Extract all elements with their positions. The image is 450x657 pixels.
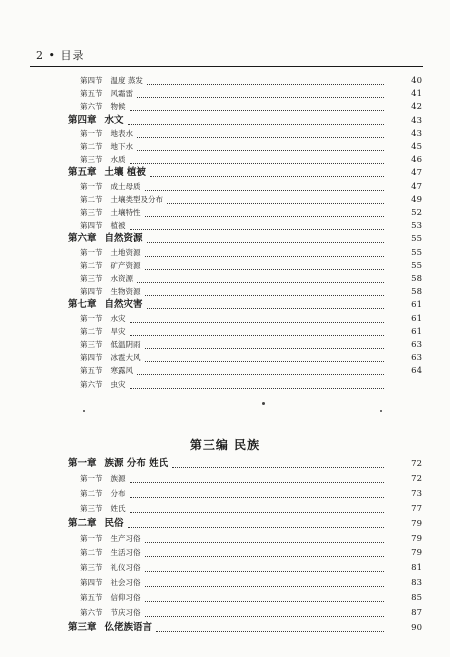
dot-leader [130, 335, 384, 336]
dot-leader [128, 527, 384, 528]
entry-page: 63 [411, 340, 422, 350]
entry-page: 55 [411, 234, 422, 245]
entry-title: 土壤类型及分布 [110, 194, 163, 204]
entry-label [80, 246, 141, 260]
entry-number: 第六节 [80, 379, 103, 389]
entry-label [80, 591, 141, 605]
toc-section-row [0, 272, 450, 286]
toc-section-row [0, 180, 450, 194]
dot-leader [130, 229, 384, 230]
entry-number: 第四节 [80, 578, 103, 588]
toc-section-row [0, 259, 450, 273]
toc-section-row [0, 351, 450, 365]
toc-section-row [0, 87, 450, 101]
entry-label [80, 576, 141, 590]
entry-title: 植被 [110, 221, 126, 231]
entry-title: 分布 [110, 488, 126, 498]
dot-leader [128, 124, 384, 125]
entry-page: 58 [411, 287, 422, 298]
entry-title: 风霜雷 [110, 89, 133, 99]
entry-title: 族源 分布 姓氏 [104, 458, 169, 469]
entry-label [80, 606, 141, 620]
toc-section-row [0, 312, 450, 326]
dot-leader [137, 374, 384, 375]
entry-label [80, 325, 126, 339]
entry-number: 第一节 [80, 247, 103, 257]
dot-leader [167, 203, 384, 204]
entry-label [80, 487, 126, 501]
toc-section-row [0, 219, 450, 233]
toc-chapter-row [0, 232, 450, 246]
entry-title: 礼仪习俗 [110, 563, 141, 573]
entry-number: 第五章 [68, 167, 97, 179]
dot-leader [145, 190, 384, 191]
toc-section-row [0, 378, 450, 392]
entry-page: 55 [411, 260, 422, 271]
entry-title: 自然资源 [104, 233, 143, 245]
entry-number: 第二节 [80, 260, 103, 270]
entry-title: 物候 [110, 102, 126, 112]
entry-number: 第五节 [80, 366, 103, 376]
dot-leader [145, 586, 384, 587]
entry-page: 77 [411, 503, 422, 514]
entry-page: 79 [411, 518, 422, 529]
dot-leader [145, 601, 384, 602]
entry-number: 第一节 [80, 181, 103, 191]
toc-section-row [0, 364, 450, 378]
entry-title: 地表水 [110, 128, 133, 138]
entry-number: 第四节 [80, 76, 103, 85]
entry-page: 64 [411, 366, 422, 377]
entry-page: 43 [411, 115, 422, 126]
header-title: 目录 [60, 49, 85, 62]
entry-page: 53 [411, 221, 422, 232]
entry-title: 水资源 [110, 274, 133, 283]
toc-section-row [0, 127, 450, 141]
dot-leader [145, 361, 384, 362]
dot-leader [147, 84, 384, 85]
toc-section-row [0, 153, 450, 167]
entry-number: 第三节 [80, 563, 103, 573]
entry-page: 45 [411, 142, 422, 152]
entry-title: 族源 [110, 473, 126, 483]
entry-label [68, 298, 143, 312]
dot-leader [130, 163, 384, 164]
dot-leader [130, 482, 384, 483]
dot-leader [147, 242, 384, 243]
dot-leader [130, 110, 384, 111]
entry-number: 第一章 [68, 458, 97, 469]
toc-section-row [0, 472, 450, 486]
dot-leader [130, 388, 384, 389]
entry-label [80, 153, 126, 167]
header-bullet: • [48, 49, 56, 62]
entry-number: 第一节 [80, 473, 103, 483]
toc-section-row [0, 285, 450, 299]
toc-section-row [0, 561, 450, 575]
entry-page: 42 [411, 102, 422, 113]
entry-title: 旱灾 [110, 326, 126, 336]
toc-section-row [0, 502, 450, 516]
entry-title: 生活习俗 [110, 548, 141, 558]
dot-leader [156, 631, 384, 632]
entry-label [80, 312, 126, 326]
entry-title: 民俗 [104, 517, 124, 529]
entry-page: 87 [411, 608, 422, 618]
entry-label [68, 114, 124, 128]
dot-leader [145, 295, 384, 296]
entry-label [68, 621, 152, 635]
dot-leader [145, 556, 384, 557]
entry-title: 生物资源 [110, 287, 141, 297]
dot-leader [130, 497, 384, 498]
entry-number: 第五节 [80, 593, 103, 603]
entry-label [80, 472, 126, 486]
entry-page: 41 [411, 89, 422, 100]
dot-leader [145, 542, 384, 543]
entry-title: 信仰习俗 [110, 593, 141, 603]
entry-number: 第二节 [80, 488, 103, 498]
entry-page: 83 [411, 578, 422, 589]
entry-number: 第七章 [68, 299, 97, 311]
toc-section-row [0, 325, 450, 339]
scan-speck [262, 402, 265, 405]
toc-section-row [0, 246, 450, 260]
entry-number: 第四节 [80, 221, 103, 231]
toc-section-row [0, 140, 450, 154]
entry-label [80, 74, 143, 88]
entry-label [80, 272, 133, 286]
entry-page: 72 [411, 459, 422, 469]
dot-leader [137, 137, 384, 138]
entry-title: 冰雹大风 [110, 353, 141, 363]
entry-title: 地下水 [110, 142, 133, 151]
entry-label [80, 87, 133, 101]
entry-page: 49 [411, 194, 422, 205]
scan-speck [83, 410, 85, 412]
entry-title: 水质 [110, 155, 126, 165]
toc-chapter-row [0, 457, 450, 471]
dot-leader [145, 269, 384, 270]
entry-number: 第二节 [80, 326, 103, 336]
entry-number: 第三节 [80, 155, 103, 165]
entry-title: 土壤 植被 [104, 167, 146, 179]
entry-page: 90 [411, 622, 422, 633]
entry-page: 47 [411, 181, 422, 192]
entry-page: 40 [411, 76, 422, 86]
dot-leader [137, 97, 384, 98]
entry-title: 土壤特性 [110, 208, 141, 217]
entry-title: 仫佬族语言 [104, 621, 153, 633]
entry-label [80, 546, 141, 560]
entry-number: 第一节 [80, 128, 103, 138]
entry-page: 52 [411, 208, 422, 218]
entry-number: 第三章 [68, 621, 97, 633]
dot-leader [145, 616, 384, 617]
entry-page: 63 [411, 353, 422, 364]
toc-section-row [0, 74, 450, 88]
toc-section-row [0, 206, 450, 220]
entry-number: 第三节 [80, 340, 103, 349]
entry-label [68, 232, 143, 246]
entry-label [80, 219, 126, 233]
page-number: 2 [36, 49, 44, 62]
entry-title: 土地资源 [110, 247, 141, 257]
entry-label [68, 166, 146, 180]
entry-page: 79 [411, 548, 422, 559]
entry-title: 节庆习俗 [110, 608, 141, 617]
entry-number: 第三节 [80, 274, 103, 283]
entry-label [80, 259, 141, 273]
entry-title: 水灾 [110, 313, 126, 323]
toc-section-row [0, 193, 450, 207]
entry-page: 55 [411, 247, 422, 258]
entry-number: 第六节 [80, 102, 103, 112]
dot-leader [137, 150, 384, 151]
entry-label [80, 364, 133, 378]
entry-label [80, 127, 133, 141]
entry-label [80, 338, 141, 352]
entry-label [80, 140, 133, 154]
entry-number: 第三节 [80, 208, 103, 217]
dot-leader [172, 467, 384, 468]
dot-leader [145, 256, 384, 257]
entry-number: 第六节 [80, 608, 103, 617]
entry-number: 第四章 [68, 114, 97, 126]
entry-label [80, 532, 141, 546]
entry-label [80, 378, 126, 392]
entry-page: 43 [411, 128, 422, 139]
toc-section-row [0, 100, 450, 114]
toc-chapter-row [0, 298, 450, 312]
dot-leader [130, 512, 384, 513]
entry-label [80, 100, 126, 114]
dot-leader [137, 282, 384, 283]
toc-section-row [0, 591, 450, 605]
scan-speck [380, 410, 382, 412]
entry-number: 第二节 [80, 142, 103, 151]
entry-page: 72 [411, 473, 422, 484]
entry-title: 社会习俗 [110, 578, 141, 588]
entry-number: 第四节 [80, 353, 103, 363]
entry-title: 成土母质 [110, 181, 141, 191]
entry-title: 自然灾害 [104, 299, 143, 311]
entry-label [68, 457, 168, 471]
toc-section-row [0, 606, 450, 620]
toc-chapter-row [0, 166, 450, 180]
entry-page: 81 [411, 563, 422, 574]
entry-number: 第三节 [80, 503, 103, 513]
entry-number: 第二章 [68, 517, 97, 529]
entry-label [68, 517, 124, 531]
entry-page: 61 [411, 300, 422, 311]
entry-number: 第一节 [80, 313, 103, 323]
toc-section-row [0, 546, 450, 560]
entry-label [80, 351, 141, 365]
part-title: 第三编 民族 [189, 438, 261, 452]
dot-leader [147, 308, 384, 309]
dot-leader [130, 322, 384, 323]
entry-label [80, 206, 141, 220]
entry-label [80, 180, 141, 194]
toc-section-row [0, 576, 450, 590]
entry-label [80, 193, 163, 207]
entry-number: 第二节 [80, 194, 103, 204]
toc-chapter-row [0, 517, 450, 531]
entry-title: 虫灾 [110, 379, 126, 389]
entry-page: 61 [411, 326, 422, 337]
entry-label [80, 285, 141, 299]
entry-title: 水文 [104, 114, 124, 126]
dot-leader [145, 571, 384, 572]
toc-chapter-row [0, 621, 450, 635]
toc-section-row [0, 487, 450, 501]
toc-section-row [0, 338, 450, 352]
entry-page: 73 [411, 488, 422, 499]
entry-number: 第二节 [80, 548, 103, 558]
entry-page: 85 [411, 593, 422, 604]
entry-page: 61 [411, 313, 422, 324]
entry-page: 79 [411, 533, 422, 544]
entry-title: 寒露风 [110, 366, 133, 376]
entry-page: 47 [411, 168, 422, 179]
entry-title: 低温阴雨 [110, 340, 141, 349]
entry-page: 46 [411, 155, 422, 166]
dot-leader [145, 348, 384, 349]
entry-title: 矿产资源 [110, 260, 141, 270]
entry-title: 姓氏 [110, 503, 126, 513]
entry-number: 第四节 [80, 287, 103, 297]
entry-title: 生产习俗 [110, 533, 141, 543]
entry-number: 第一节 [80, 533, 103, 543]
entry-page: 58 [411, 274, 422, 284]
dot-leader [145, 216, 384, 217]
entry-label [80, 502, 126, 516]
entry-number: 第六章 [68, 233, 97, 245]
entry-number: 第五节 [80, 89, 103, 99]
entry-label [80, 561, 141, 575]
toc-chapter-row [0, 114, 450, 128]
dot-leader [150, 176, 384, 177]
entry-title: 温度 蒸发 [110, 76, 143, 85]
toc-section-row [0, 532, 450, 546]
